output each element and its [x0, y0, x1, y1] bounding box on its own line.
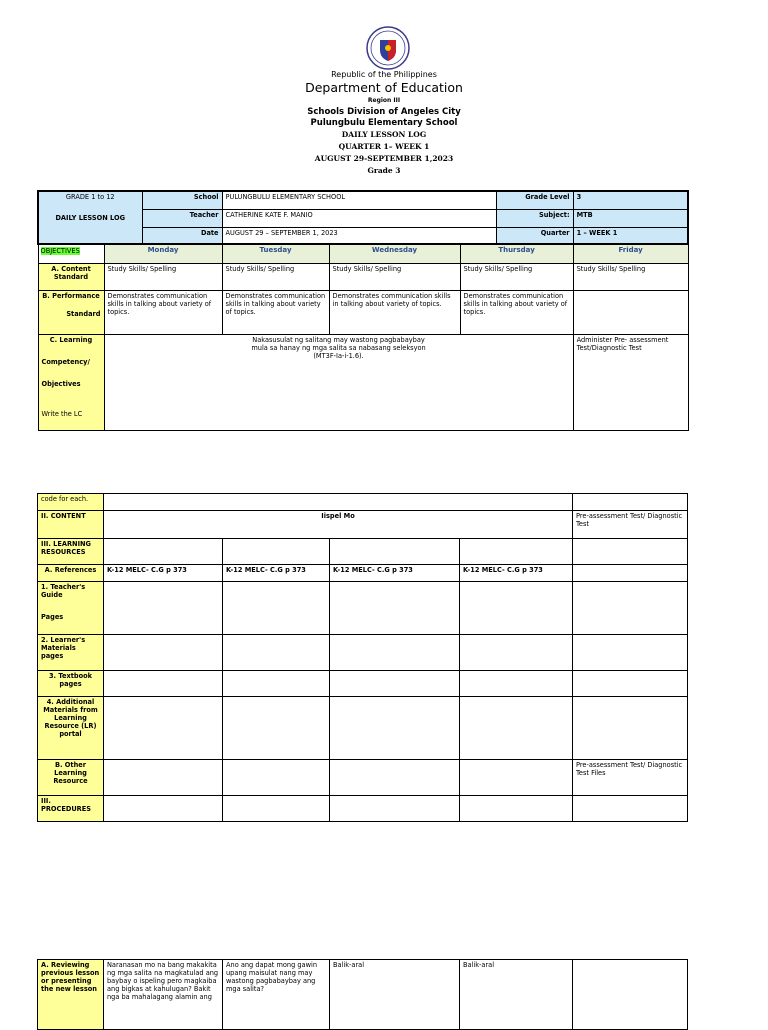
performance-wed: Demonstrates communication skills in talking about variety of topics. — [329, 290, 460, 334]
review-mon: Naranasan mo na bang makakita ng mga salita na magkatulad ang baybay o ispeling pero magkaiba ang bigkas at kahulugan? Bakit nga ba mahalagang alamin ang — [104, 960, 223, 1030]
other-resources-label: B. Other Learning Resource — [38, 760, 104, 796]
performance-thu: Demonstrates communication skills in talking about variety of topics. — [460, 290, 573, 334]
additional-materials-label: 4. Additional Materials from Learning Resource (LR) portal — [38, 697, 104, 760]
ref-tue: K-12 MELC- C.G p 373 — [223, 565, 330, 582]
region-text: Region III — [367, 97, 401, 104]
lc-label-2: Competency/ — [41, 357, 90, 366]
textbook-pages-label: 3. Textbook pages — [38, 671, 104, 697]
references-label: A. References — [38, 565, 104, 582]
lc-label-1: C. Learning — [49, 335, 93, 344]
tg-label-1: 1. Teacher's Guide — [41, 583, 86, 599]
grades-cell: GRADE 1 to 12 — [38, 191, 142, 209]
performance-label-1: B. Performance — [42, 291, 100, 300]
deped-seal-icon — [366, 26, 410, 70]
teacher-value: CATHERINE KATE F. MANIO — [222, 209, 496, 227]
code-each-label: code for each. — [38, 494, 104, 511]
performance-fri — [573, 290, 688, 334]
day-friday: Friday — [573, 244, 688, 263]
learning-competency-text: Nakasusulat ng salitang may wastong pagbabaybay mula sa hanay ng mga salita sa nabasang seleksyon (MT3F-Ia-i-1.6). — [104, 334, 573, 430]
performance-tue: Demonstrates communication skills in talking about variety of topics. — [222, 290, 329, 334]
content-value: Iispel Mo — [104, 511, 573, 539]
other-resources-fri: Pre-assessment Test/ Diagnostic Test Files — [573, 760, 688, 796]
school-text: Pulungbulu Elementary School — [310, 118, 458, 128]
review-wed: Balik-aral — [330, 960, 460, 1030]
review-thu: Balik-aral — [460, 960, 573, 1030]
objectives-label: OBJECTIVES — [40, 247, 80, 255]
dll-cell: DAILY LESSON LOG — [38, 209, 142, 227]
republic-text: Republic of the Philippines — [331, 70, 437, 79]
date-value: AUGUST 29 – SEPTEMBER 1, 2023 — [222, 227, 496, 244]
lc-label-3: Objectives — [41, 379, 81, 388]
procedures-label: III. PROCEDURES — [38, 796, 104, 822]
teacher-label: Teacher — [142, 209, 222, 227]
lesson-log-table-2 — [37, 493, 688, 822]
content-label: II. CONTENT — [38, 511, 104, 539]
school-value: PULUNGBULU ELEMENTARY SCHOOL — [222, 191, 496, 209]
content-std-tue: Study Skills/ Spelling — [222, 263, 329, 290]
content-fri: Pre-assessment Test/ Diagnostic Test — [573, 511, 688, 539]
content-std-thu: Study Skills/ Spelling — [460, 263, 573, 290]
quarter-value: 1 – WEEK 1 — [573, 227, 688, 244]
learning-competency-fri: Administer Pre- assessment Test/Diagnostic Test — [573, 334, 688, 430]
subject-label: Subject: — [496, 209, 573, 227]
grade-text: Grade 3 — [367, 166, 401, 175]
content-standard-label: A. Content Standard — [38, 263, 104, 290]
review-lesson-label: A. Reviewing previous lesson or presenting the new lesson — [38, 960, 104, 1030]
subject-value: MTB — [573, 209, 688, 227]
day-wednesday: Wednesday — [329, 244, 460, 263]
lesson-log-table-3 — [37, 959, 688, 1030]
quarter-week: QUARTER 1– WEEK 1 — [338, 142, 430, 151]
ref-mon: K-12 MELC- C.G p 373 — [104, 565, 223, 582]
department-title: Department of Education — [305, 80, 463, 95]
grade-level-value: 3 — [573, 191, 688, 209]
date-label: Date — [142, 227, 222, 244]
performance-mon: Demonstrates communication skills in talking about variety of topics. — [104, 290, 222, 334]
lesson-log-table-1 — [37, 190, 689, 431]
day-monday: Monday — [104, 244, 222, 263]
learners-materials-label: 2. Learner's Materials pages — [38, 635, 104, 671]
ref-thu: K-12 MELC- C.G p 373 — [460, 565, 573, 582]
lc-label-4: Write the LC — [41, 409, 83, 418]
performance-standard-label — [38, 290, 104, 334]
quarter-label: Quarter — [496, 227, 573, 244]
learning-competency-label — [38, 334, 104, 430]
teachers-guide-label — [38, 582, 104, 635]
objectives-cell — [38, 244, 104, 263]
ref-wed: K-12 MELC- C.G p 373 — [330, 565, 460, 582]
school-label: School — [142, 191, 222, 209]
division-text: Schools Division of Angeles City — [307, 107, 461, 117]
learning-resources-label: III. LEARNING RESOURCES — [38, 539, 104, 565]
content-std-wed: Study Skills/ Spelling — [329, 263, 460, 290]
day-thursday: Thursday — [460, 244, 573, 263]
content-std-fri: Study Skills/ Spelling — [573, 263, 688, 290]
dates-text: AUGUST 29-SEPTEMBER 1,2023 — [314, 154, 454, 163]
tg-label-2: Pages — [41, 613, 64, 621]
review-fri — [573, 960, 688, 1030]
grade-level-label: Grade Level — [496, 191, 573, 209]
day-tuesday: Tuesday — [222, 244, 329, 263]
performance-label-2: Standard — [66, 309, 101, 318]
review-tue: Ano ang dapat mong gawin upang maisulat nang may wastong pagbabaybay ang mga salita? — [223, 960, 330, 1030]
doc-title: DAILY LESSON LOG — [341, 130, 427, 139]
content-std-mon: Study Skills/ Spelling — [104, 263, 222, 290]
